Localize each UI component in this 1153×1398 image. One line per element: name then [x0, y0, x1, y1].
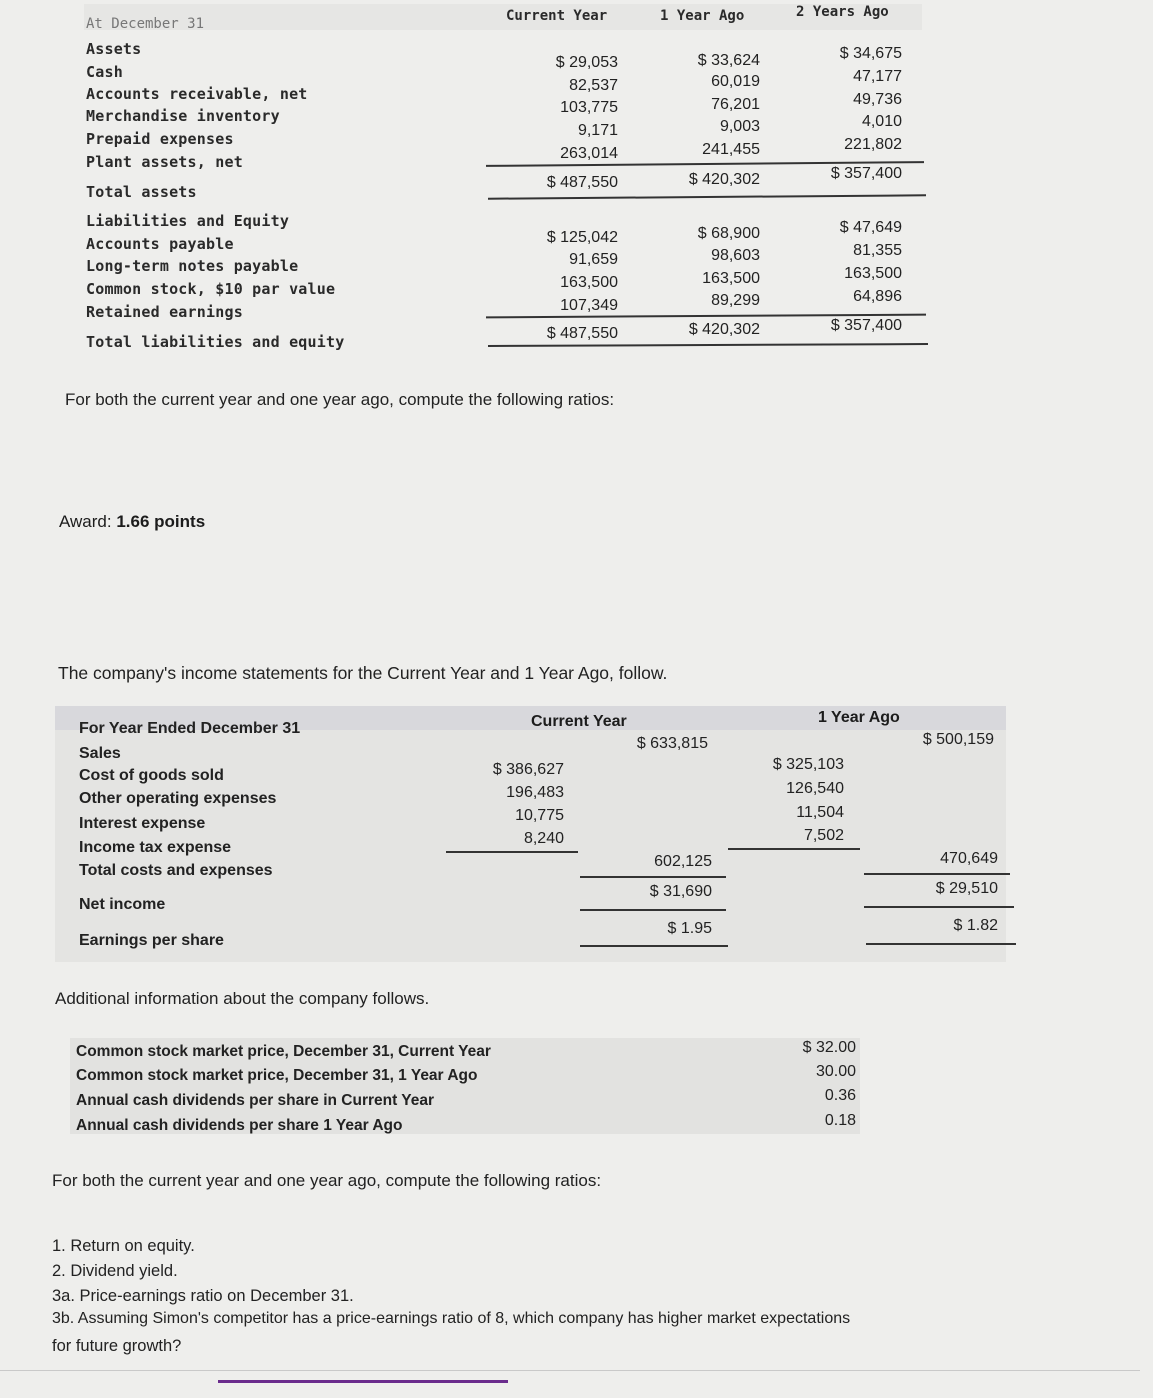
bs-col-current: Current Year	[506, 8, 608, 24]
bs-section-assets: Assets	[86, 40, 142, 58]
bs-cell: 98,603	[711, 247, 760, 264]
award	[59, 512, 205, 532]
bs-cell: $ 357,400	[830, 317, 902, 334]
bs-cell: $ 29,053	[555, 54, 618, 71]
bs-cell: $ 47,649	[839, 219, 902, 236]
bs-row-label: Accounts payable	[86, 235, 234, 253]
award-label: Award:	[59, 512, 112, 531]
ai-row-label: Annual cash dividends per share in Current Year	[76, 1092, 435, 1109]
bs-cell: 60,019	[711, 73, 760, 90]
is-cell: $ 1.82	[953, 917, 998, 934]
bs-cell: 64,896	[853, 288, 902, 305]
is-row-label: Income tax expense	[79, 839, 232, 856]
bs-cell: 9,003	[719, 118, 760, 135]
bs-cell: 47,177	[853, 68, 902, 85]
bs-row-label: Plant assets, net	[86, 153, 243, 171]
is-row-label: Cost of goods sold	[79, 767, 224, 784]
is-net-rule	[864, 906, 1014, 908]
income-intro: The company's income statements for the Current Year and 1 Year Ago, follow.	[58, 663, 668, 683]
footer-divider	[0, 1370, 1140, 1371]
question-1: 1. Return on equity.	[52, 1237, 195, 1255]
is-cell: 10,775	[515, 807, 564, 824]
bs-row-label: Long-term notes payable	[86, 257, 299, 275]
is-cell: 11,504	[796, 804, 844, 821]
bs-total-liabilities-label: Total liabilities and equity	[86, 333, 345, 351]
bs-total-rule	[488, 343, 928, 347]
bs-total-rule	[488, 194, 926, 199]
bs-cell: $ 34,675	[839, 45, 902, 62]
question-2: 2. Dividend yield.	[52, 1262, 178, 1280]
bs-cell: $ 487,550	[546, 174, 618, 191]
bs-cell: 103,775	[560, 99, 618, 116]
bs-cell: $ 357,400	[830, 165, 902, 182]
bs-total-assets-label: Total assets	[86, 183, 197, 201]
is-cell: 126,540	[786, 780, 844, 797]
bs-cell: 221,802	[844, 136, 902, 153]
is-total-rule	[864, 873, 1010, 875]
active-tab-underline	[218, 1380, 508, 1383]
is-net-rule	[580, 909, 726, 911]
bs-cell: 82,537	[569, 77, 618, 94]
is-row-label: Other operating expenses	[79, 790, 277, 807]
is-cell: 196,483	[506, 784, 564, 801]
ai-cell: $ 32.00	[802, 1039, 856, 1056]
ai-cell: 30.00	[815, 1063, 856, 1080]
ai-cell: 0.36	[824, 1087, 856, 1104]
bs-cell: $ 33,624	[697, 52, 760, 69]
ai-cell: 0.18	[824, 1112, 856, 1129]
bs-cell: 49,736	[853, 91, 902, 108]
is-cell: $ 633,815	[636, 735, 708, 752]
question-3a: 3a. Price-earnings ratio on December 31.	[52, 1287, 354, 1305]
bs-cell: 107,349	[560, 297, 618, 314]
is-cell: $ 31,690	[649, 883, 712, 900]
bs-col-2yr: 2 Years Ago	[796, 4, 889, 20]
prompt-bottom: For both the current year and one year ago, compute the following ratios:	[52, 1171, 602, 1190]
bs-col-1yr: 1 Year Ago	[660, 8, 745, 24]
bs-cell: 89,299	[711, 292, 760, 309]
is-cell: 602,125	[654, 853, 712, 870]
question-3b: 3b. Assuming Simon's competitor has a price-earnings ratio of 8, which company has higher market expectations	[52, 1310, 851, 1327]
bs-row-label: Prepaid expenses	[86, 130, 234, 148]
is-cost-rule	[728, 848, 860, 850]
bs-cell: 81,355	[853, 242, 902, 259]
is-cell: $ 1.95	[667, 920, 712, 937]
ai-row-label: Common stock market price, December 31, Current Year	[76, 1043, 491, 1060]
bs-row-label: Cash	[86, 63, 123, 81]
award-value: 1.66 points	[116, 512, 206, 531]
bs-cell: 91,659	[569, 251, 618, 268]
is-cell: $ 325,103	[772, 756, 844, 773]
prompt-top: For both the current year and one year ago, compute the following ratios:	[65, 390, 615, 409]
bs-row-label: Common stock, $10 par value	[86, 280, 336, 298]
bs-cell: $ 487,550	[546, 325, 618, 342]
bs-header-label: At December 31	[86, 16, 205, 32]
bs-cell: 9,171	[577, 122, 618, 139]
ai-row-label: Annual cash dividends per share 1 Year Ago	[76, 1117, 403, 1134]
bs-row-label: Merchandise inventory	[86, 107, 280, 125]
is-cell: $ 500,159	[922, 731, 994, 748]
is-cell: 7,502	[803, 827, 844, 844]
bs-cell: $ 125,042	[546, 229, 618, 246]
is-total-costs-label: Total costs and expenses	[79, 862, 273, 879]
is-cost-rule	[446, 851, 578, 853]
is-net-income-label: Net income	[79, 896, 166, 913]
bs-cell: 163,500	[702, 270, 760, 287]
is-header-label: For Year Ended December 31	[79, 720, 301, 737]
bs-cell: 263,014	[560, 145, 618, 162]
is-sales-label: Sales	[79, 745, 121, 762]
is-cell: 470,649	[940, 850, 998, 867]
bs-cell: 4,010	[861, 113, 902, 130]
additional-intro: Additional information about the company follows.	[55, 989, 430, 1008]
bs-cell: 76,201	[711, 96, 760, 113]
is-cell: $ 386,627	[492, 761, 564, 778]
is-total-rule	[580, 876, 726, 878]
bs-row-label: Accounts receivable, net	[86, 85, 308, 103]
bs-section-liabilities: Liabilities and Equity	[86, 212, 290, 230]
is-col-current: Current Year	[531, 713, 627, 730]
is-cell: $ 29,510	[935, 880, 998, 897]
question-3b-cont: for future growth?	[52, 1337, 182, 1355]
is-cell: 8,240	[523, 830, 564, 847]
bs-cell: 163,500	[560, 274, 618, 291]
is-row-label: Interest expense	[79, 815, 206, 832]
bs-row-label: Retained earnings	[86, 303, 243, 321]
bs-cell: 241,455	[702, 141, 760, 158]
bs-cell: $ 68,900	[697, 225, 760, 242]
is-col-prior: 1 Year Ago	[818, 709, 900, 726]
ai-row-label: Common stock market price, December 31, 1 Year Ago	[76, 1067, 478, 1084]
is-eps-rule	[866, 943, 1016, 945]
bs-cell: $ 420,302	[688, 321, 760, 338]
bs-cell: 163,500	[844, 265, 902, 282]
bs-cell: $ 420,302	[688, 171, 760, 188]
is-eps-label: Earnings per share	[79, 932, 224, 949]
is-eps-rule	[580, 945, 728, 947]
